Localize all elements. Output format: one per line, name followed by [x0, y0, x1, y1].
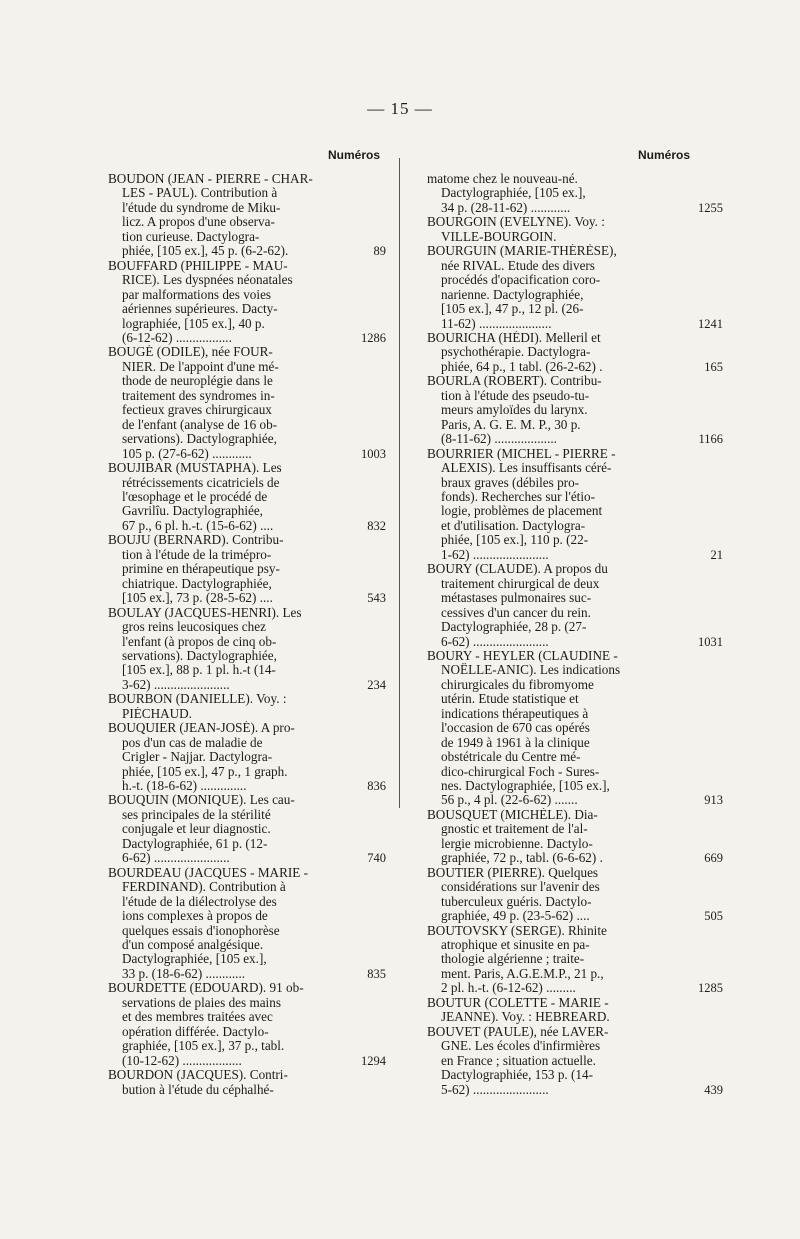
- entry-number: 89: [373, 244, 386, 259]
- entry-line: BOURLA (ROBERT). Contribu-: [427, 374, 602, 389]
- entry-line: servations). Dactylographiée,: [122, 648, 277, 663]
- entry-line: l'étude du syndrome de Miku-: [122, 200, 281, 215]
- entry-line: GNE. Les écoles d'infirmières: [441, 1039, 601, 1054]
- index-entry: [108, 172, 386, 259]
- entry-line: 105 p. (27-6-62) ............: [122, 446, 252, 461]
- entry-line: graphiée, 72 p., tabl. (6-6-62) .: [441, 851, 603, 866]
- entry-line: phiée, [105 ex.], 110 p. (22-: [441, 533, 589, 548]
- entry-line: thologie algérienne ; traite-: [441, 952, 585, 967]
- entry-line: 3-62) .......................: [122, 677, 230, 692]
- entry-line: BOURDETTE (EDOUARD). 91 ob-: [108, 981, 304, 996]
- index-entry: [427, 648, 723, 808]
- entry-line: h.-t. (18-6-62) ..............: [122, 779, 247, 794]
- entry-number: 1255: [698, 200, 723, 215]
- entry-line: conjugale et leur diagnostic.: [122, 822, 271, 837]
- index-entry: [108, 793, 386, 866]
- entry-line: 2 pl. h.-t. (6-12-62) .........: [441, 981, 576, 996]
- entry-number: 165: [704, 359, 723, 374]
- page-number: — 15 —: [367, 99, 433, 118]
- entry-number: 836: [367, 779, 386, 794]
- entry-number: 1031: [698, 634, 723, 649]
- entry-line: pos d'un cas de maladie de: [122, 735, 263, 750]
- entry-line: thode de neuroplégie dans le: [122, 374, 273, 389]
- entry-line: et des membres traitées avec: [122, 1010, 273, 1025]
- entry-number: 669: [704, 851, 723, 866]
- entry-line: 33 p. (18-6-62) ............: [122, 966, 246, 981]
- entry-line: BOURY (CLAUDE). A propos du: [427, 562, 608, 577]
- index-entry: [427, 374, 723, 447]
- index-entry: [108, 258, 386, 346]
- entry-line: aériennes supérieures. Dacty-: [122, 302, 278, 317]
- entry-line: BOURDON (JACQUES). Contri-: [108, 1068, 288, 1083]
- entry-line: par malformations des voies: [122, 287, 272, 302]
- entry-line: licz. A propos d'une observa-: [122, 215, 275, 230]
- entry-line: JEANNE). Voy. : HEBREARD.: [441, 1010, 610, 1025]
- entry-line: BOURICHA (HÉDI). Melleril et: [427, 330, 601, 345]
- entry-number: 1286: [361, 330, 386, 345]
- entry-line: ment. Paris, A.G.E.M.P., 21 p.,: [441, 966, 604, 981]
- entry-line: phiée, [105 ex.], 47 p., 1 graph.: [122, 764, 288, 779]
- entry-line: BOUQUIER (JEAN-JOSÉ). A pro-: [108, 721, 295, 736]
- entry-line: en France ; situation actuelle.: [441, 1053, 596, 1068]
- entry-number: 505: [704, 909, 723, 924]
- entry-number: 1003: [361, 446, 386, 461]
- entry-number: 21: [710, 547, 723, 562]
- entry-line: lographiée, [105 ex.], 40 p.: [122, 316, 265, 331]
- column-header-right: Numéros: [638, 148, 691, 162]
- entry-line: métastases pulmonaires suc-: [441, 591, 592, 606]
- entry-line: matome chez le nouveau-né.: [427, 172, 578, 186]
- entry-line: considérations sur l'avenir des: [441, 880, 600, 895]
- entry-line: tion curieuse. Dactylogra-: [122, 229, 260, 244]
- entry-number: 832: [367, 518, 386, 533]
- entry-line: obstétricale du Centre mé-: [441, 750, 581, 765]
- entry-line: BOUTOVSKY (SERGE). Rhinite: [427, 923, 607, 938]
- entry-line: psychothérapie. Dactylogra-: [441, 345, 591, 360]
- entry-line: servations). Dactylographiée,: [122, 432, 277, 447]
- entry-line: [105 ex.], 88 p. 1 pl. h.-t (14-: [122, 663, 276, 678]
- entry-line: BOUSQUET (MICHÈLE). Dia-: [427, 807, 598, 822]
- entry-line: fectieux graves chirurgicaux: [122, 403, 272, 418]
- index-entry: [108, 461, 386, 533]
- entry-line: quelques essais d'ionophorèse: [122, 923, 280, 938]
- entry-line: 67 p., 6 pl. h.-t. (15-6-62) ....: [122, 518, 274, 533]
- entry-line: BOUDON (JEAN - PIERRE - CHAR-: [108, 172, 313, 186]
- entry-line: bution à l'étude du céphalhé-: [122, 1082, 274, 1097]
- entry-line: l'occasion de 670 cas opérés: [441, 721, 590, 736]
- index-entry: [108, 345, 386, 461]
- entry-line: BOURGUIN (MARIE-THÉRÈSE),: [427, 244, 617, 259]
- entry-number: 835: [367, 966, 386, 981]
- entry-line: gros reins leucosiques chez: [122, 620, 266, 635]
- entry-line: BOUJIBAR (MUSTAPHA). Les: [108, 461, 282, 476]
- entry-line: graphiée, [105 ex.], 37 p., tabl.: [122, 1039, 285, 1054]
- index-entry: [427, 330, 723, 374]
- index-entry: [108, 533, 386, 606]
- entry-line: traitement des syndromes in-: [122, 388, 275, 403]
- entry-line: dico-chirurgical Foch - Sures-: [441, 764, 600, 779]
- index-entry: [108, 692, 378, 721]
- index-entry: [108, 1068, 378, 1097]
- entry-line: FERDINAND). Contribution à: [122, 880, 286, 895]
- entry-line: BOUTIER (PIERRE). Quelques: [427, 865, 599, 880]
- column-divider: [399, 158, 400, 808]
- entry-line: tuberculeux guéris. Dactylo-: [441, 894, 592, 909]
- entry-line: braux graves (débiles pro-: [441, 475, 580, 490]
- column-header-left: Numéros: [328, 148, 381, 162]
- entry-line: (10-12-62) ..................: [122, 1053, 242, 1068]
- entry-line: Dactylographiée, [105 ex.],: [122, 952, 267, 967]
- entry-line: BOUQUIN (MONIQUE). Les cau-: [108, 793, 295, 808]
- entry-line: graphiée, 49 p. (23-5-62) ....: [441, 909, 590, 924]
- entry-line: 6-62) .......................: [122, 851, 230, 866]
- entry-line: 34 p. (28-11-62) ............: [441, 200, 571, 215]
- entry-line: servations de plaies des mains: [122, 995, 281, 1010]
- entry-line: phiée, [105 ex.], 45 p. (6-2-62).: [122, 244, 289, 259]
- index-entry: [427, 172, 723, 215]
- entry-line: Crigler - Najjar. Dactylogra-: [122, 750, 273, 765]
- entry-line: BOUGÉ (ODILE), née FOUR-: [108, 345, 273, 360]
- index-entry: [427, 807, 723, 866]
- entry-line: chiatrique. Dactylographiée,: [122, 576, 272, 591]
- entry-line: BOUVET (PAULE), née LAVER-: [427, 1024, 609, 1039]
- entry-line: meurs amyloïdes du larynx.: [441, 403, 588, 418]
- entry-line: Dactylographiée, 153 p. (14-: [441, 1068, 593, 1083]
- entry-line: VILLE-BOURGOIN.: [441, 229, 557, 244]
- entry-line: Dactylographiée, 61 p. (12-: [122, 836, 268, 851]
- entry-number: 439: [704, 1082, 723, 1097]
- entry-line: traitement chirurgical de deux: [441, 576, 600, 591]
- entry-line: née RIVAL. Etude des divers: [441, 258, 595, 273]
- entry-number: 1294: [361, 1053, 386, 1068]
- entry-line: Dactylographiée, 28 p. (27-: [441, 620, 587, 635]
- entry-line: LES - PAUL). Contribution à: [122, 186, 278, 201]
- entry-line: Paris, A. G. E. M. P., 30 p.: [441, 417, 581, 432]
- entry-line: 56 p., 4 pl. (22-6-62) .......: [441, 793, 578, 808]
- index-entry: [427, 996, 697, 1025]
- entry-line: phiée, 64 p., 1 tabl. (26-2-62) .: [441, 359, 603, 374]
- entry-line: BOUJU (BERNARD). Contribu-: [108, 533, 284, 548]
- index-entry: [427, 1024, 723, 1097]
- index-entry: [427, 865, 723, 924]
- entry-line: l'enfant (à propos de cinq ob-: [122, 634, 277, 649]
- index-entry: [427, 923, 723, 996]
- entry-line: [105 ex.], 47 p., 12 pl. (26-: [441, 302, 584, 317]
- entry-line: BOUFFARD (PHILIPPE - MAU-: [108, 258, 288, 273]
- entry-line: et d'utilisation. Dactylogra-: [441, 518, 586, 533]
- entry-number: 740: [367, 851, 386, 866]
- index-entry: [427, 215, 697, 244]
- entry-line: l'œsophage et le procédé de: [122, 489, 268, 504]
- entry-line: BOUTUR (COLETTE - MARIE -: [427, 995, 609, 1010]
- entry-number: 1285: [698, 981, 723, 996]
- index-entry: [108, 605, 386, 693]
- entry-line: Dactylographiée, [105 ex.],: [441, 186, 586, 201]
- left-column: [108, 172, 386, 1097]
- entry-line: de 1949 à 1961 à la clinique: [441, 735, 590, 750]
- entry-line: ALEXIS). Les insuffisants céré-: [441, 461, 612, 476]
- right-column: [427, 172, 723, 1097]
- entry-line: NIER. De l'appoint d'une mé-: [122, 359, 279, 374]
- entry-line: chirurgicales du fibromyome: [441, 677, 594, 692]
- entry-line: procédés d'opacification coro-: [441, 273, 601, 288]
- entry-number: 913: [704, 793, 723, 808]
- entry-line: Gavrilîu. Dactylographiée,: [122, 504, 263, 519]
- index-entry: [108, 865, 386, 982]
- entry-line: RICE). Les dyspnées néonatales: [122, 273, 293, 288]
- index-entry: [427, 446, 723, 563]
- entry-line: l'étude de la diélectrolyse des: [122, 894, 277, 909]
- entry-line: d'un composé analgésique.: [122, 938, 264, 953]
- entry-number: 234: [367, 677, 386, 692]
- entry-line: PIÉCHAUD.: [122, 706, 192, 721]
- entry-line: nes. Dactylographiée, [105 ex.],: [441, 779, 610, 794]
- entry-line: BOURDEAU (JACQUES - MARIE -: [108, 865, 309, 880]
- entry-line: de l'enfant (analyse de 16 ob-: [122, 417, 278, 432]
- entry-line: 11-62) ......................: [441, 316, 552, 331]
- entry-line: 6-62) .......................: [441, 634, 549, 649]
- entry-line: fonds). Recherches sur l'étio-: [441, 489, 595, 504]
- entry-line: primine en thérapeutique psy-: [122, 562, 280, 577]
- entry-line: indications thérapeutiques à: [441, 706, 589, 721]
- index-entry: [108, 721, 386, 794]
- entry-line: (6-12-62) .................: [122, 330, 232, 345]
- entry-line: BOURGOIN (EVELYNE). Voy. :: [427, 215, 605, 230]
- index-entry: [427, 562, 723, 649]
- entry-line: opération différée. Dactylo-: [122, 1024, 269, 1039]
- index-entry: [108, 981, 386, 1068]
- entry-line: utérin. Etude statistique et: [441, 692, 579, 707]
- entry-line: 5-62) .......................: [441, 1082, 549, 1097]
- index-entry: [427, 244, 723, 331]
- entry-line: cessives d'un cancer du rein.: [441, 605, 591, 620]
- entry-line: tion à l'étude de la trimépro-: [122, 547, 272, 562]
- entry-line: narienne. Dactylographiée,: [441, 287, 584, 302]
- entry-number: 543: [367, 591, 386, 606]
- entry-line: BOURBON (DANIELLE). Voy. :: [108, 692, 287, 707]
- entry-line: atrophique et sinusite en pa-: [441, 938, 590, 953]
- entry-line: BOULAY (JACQUES-HENRI). Les: [108, 605, 302, 620]
- entry-line: tion à l'étude des pseudo-tu-: [441, 388, 590, 403]
- entry-line: 1-62) .......................: [441, 547, 549, 562]
- entry-line: rétrécissements cicatriciels de: [122, 475, 280, 490]
- entry-number: 1241: [698, 316, 723, 331]
- entry-line: [105 ex.], 73 p. (28-5-62) ....: [122, 591, 273, 606]
- entry-line: logie, problèmes de placement: [441, 504, 603, 519]
- entry-line: (8-11-62) ...................: [441, 432, 557, 447]
- entry-line: lergie microbienne. Dactylo-: [441, 836, 593, 851]
- entry-line: ses principales de la stérilité: [122, 807, 271, 822]
- entry-number: 1166: [698, 432, 723, 447]
- entry-line: BOURY - HEYLER (CLAUDINE -: [427, 648, 618, 663]
- entry-line: ions complexes à propos de: [122, 909, 268, 924]
- entry-line: BOURRIER (MICHEL - PIERRE -: [427, 446, 616, 461]
- entry-line: gnostic et traitement de l'al-: [441, 822, 588, 837]
- entry-line: NOËLLE-ANIC). Les indications: [441, 663, 621, 678]
